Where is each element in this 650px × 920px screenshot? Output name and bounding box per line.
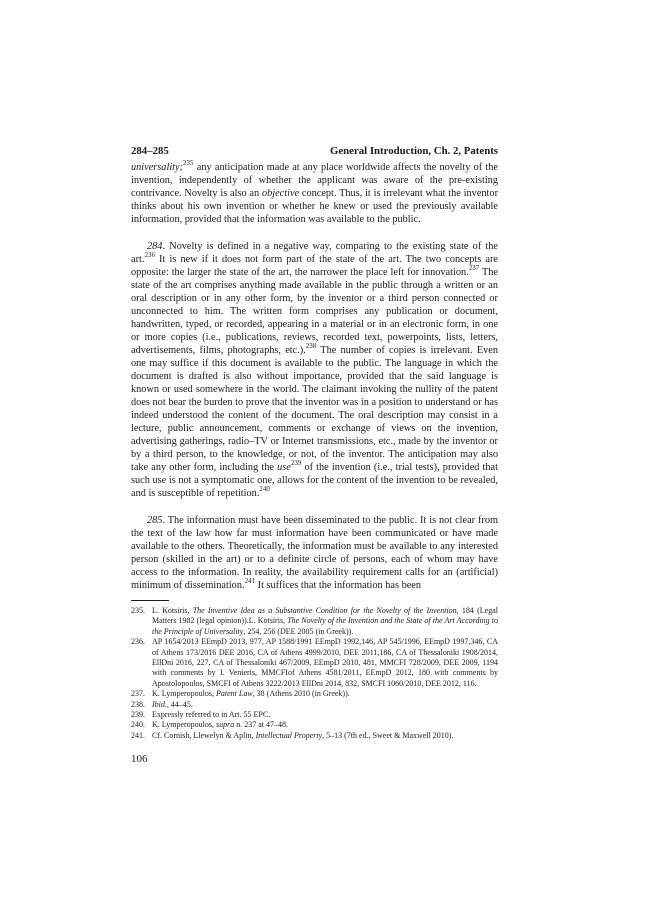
footnote-number: 239. — [131, 710, 145, 720]
footnote-text — [152, 700, 498, 710]
footnote-number: 237. — [131, 689, 145, 699]
italic-text: Intellectual Property — [255, 730, 323, 740]
footnote-ref[interactable]: 241 — [244, 576, 256, 585]
footnote-ref[interactable]: 237 — [468, 263, 480, 272]
footnote-number: 240. — [131, 720, 145, 730]
text-run: It is new if it does not form part of the state of the art. The two concepts are opposite: the larger the state of the art, the narrower the place left for innovation. — [131, 254, 498, 278]
running-head-paragraphs: 284–285 — [131, 145, 169, 157]
running-head-chapter: General Introduction, Ch. 2, Patents — [329, 145, 498, 157]
running-head — [131, 141, 498, 161]
footnote-ref[interactable]: 239 — [290, 458, 302, 467]
italic-text: Patent Law — [216, 689, 253, 699]
footnote-text — [152, 606, 498, 637]
text-run: . Novelty is defined in a negative way, comparing to the existing state of the art. — [131, 241, 498, 265]
footnote-text — [152, 710, 498, 720]
footnote — [131, 731, 498, 741]
footnote-text — [152, 720, 498, 730]
paragraph-284 — [131, 240, 498, 500]
footnote-ref[interactable]: 240 — [259, 484, 270, 493]
page-content — [131, 141, 498, 765]
text-run: The number of copies is irrelevant. Even one may suffice if this document is available to the public. The language in which the document is drafted is also without importance, provided that the said language is known or used somewhere in the world. The claimant invoking the nullity of the patent does not bear the burden to prove that the inventor was in a position to understand or has indeed understood the content of the document. The oral description may consist in a lecture, public announcement, comments or exchange of views on the invention, advertising gatherings, radio–TV or Internet transmissions, etc., made by the inventor or by a third person, to the knowledge, or not, of the inventor. The anticipation may also take any other form, including the — [131, 345, 498, 473]
footnote — [131, 710, 498, 720]
text-run: , 254, 256 (DEE 2005 (in Greek)). — [243, 626, 354, 636]
text-run: Expressly referred to in Art. 55 EPC. — [152, 710, 271, 720]
italic-text: universality; — [131, 162, 184, 173]
italic-text: use — [277, 462, 291, 473]
page-number: 106 — [131, 753, 148, 766]
footnote — [131, 700, 498, 710]
paragraph-285 — [131, 514, 498, 592]
footnote-number: 241. — [131, 730, 145, 740]
text-run: , 44–45. — [166, 699, 193, 709]
italic-text: Ibid. — [152, 699, 167, 709]
paragraph-intro — [131, 158, 498, 226]
italic-text: objective — [261, 188, 300, 199]
text-run: K. Lymperopoulos, — [152, 689, 216, 699]
footnote-number: 236. — [131, 637, 145, 647]
footnote — [131, 637, 498, 689]
text-run: K. Lymperopoulos, — [152, 720, 216, 730]
text-run: . The information must have been disseminated to the public. It is not clear from the text of the law how far must information have been communicated or have made available to the others. Theoretically, the information must be available to any interested person (skilled in the art) or to a definite circle of persons, each of whom may have access to the information. In reality, the availability requirement calls for an (artificial) minimum of dissemination. — [131, 515, 498, 591]
text-run: , 184 (Legal Matters 1982 (legal opinion)).L. Kotsiris, — [152, 606, 498, 626]
footnote-ref[interactable]: 236 — [144, 250, 155, 259]
footnote-number: 235. — [131, 606, 145, 615]
footnote-text — [152, 731, 498, 741]
footnote-number: 238. — [131, 699, 145, 709]
footnote — [131, 606, 498, 637]
footnote-ref[interactable]: 235 — [183, 158, 194, 167]
text-run: , 5–13 (7th ed., Sweet & Maxwell 2010). — [322, 730, 454, 740]
footnote-ref[interactable]: 238 — [305, 341, 317, 350]
text-run: , 38 (Athens 2010 (in Greek)). — [252, 689, 350, 699]
italic-text: 284 — [147, 241, 163, 252]
text-run: concept. Thus, it is irrelevant what the inventor thinks about his own invention or whether he knew or used the previously available information, provided that the information was available to the public. — [131, 188, 498, 225]
text-run: n. 237 at 47–48. — [234, 720, 289, 730]
italic-text: The Novelty of the Invention and the State of the Art According to the Principle of Universality — [152, 616, 498, 636]
footnotes — [131, 606, 498, 741]
footnote-divider — [131, 600, 169, 601]
footnote — [131, 689, 498, 699]
footnote-text — [152, 689, 498, 699]
text-run: Cf. Cornish, Llewelyn & Aplin, — [152, 730, 256, 740]
footnote-text — [152, 637, 498, 689]
footnote — [131, 720, 498, 730]
italic-text: The Inventive Idea as a Substantive Condition for the Novelty of the Invention — [192, 606, 457, 615]
text-run: of the invention (i.e., trial tests), provided that such use is not a symptomatic one, allows for the content of the invention to be revealed, and is susceptible of repetition. — [131, 462, 498, 499]
italic-text: 285 — [147, 515, 163, 526]
text-run: It suffices that the information has been — [255, 580, 422, 591]
text-run: AP 1654/2013 EEmpD 2013, 977, AP 1588/1991 EEmpD 1992,146, AP 545/1996, EEmpD 1997,346, CA of Athens 173/2016 DEE 2016, CA of Athens 4999/2010, DEE 2011,186, CA of Thessaloniki 1908/2014, EllDni 2016, 227, CA of Thessaloniki 467/2009, EEmpD 2010, 481, MMCFI 728/2009, DEE 2009, 1194 with comments by I. Venieris, MMCFIof Athens 4581/2011, EEmpD 2012, 180 with comments by Apostolopoulos, SMCFI of Athens 3222/2013 EllDni 2014, 832, SMCFI 1060/2010, DEE 2012, 116. — [152, 637, 498, 688]
text-run: The state of the art comprises anything made available in the public through a written or an oral description or in any other form, by the inventor or a third person connected or unconnected to him. The written form comprises any publication or document, handwritten, typed, or recorded, appearing in a material or in an electronic form, in one or more copies (i.e., publications, reviews, recorded text, powerpoints, lists, letters, advertisements, films, photographs, etc.). — [131, 267, 498, 356]
text-run: any anticipation made at any place worldwide affects the novelty of the invention, independently of whether the applicant was aware of the pre-existing contrivance. Novelty is also an — [131, 162, 498, 199]
text-run: L. Kotsiris, — [152, 606, 193, 615]
italic-text: supra — [216, 720, 235, 730]
